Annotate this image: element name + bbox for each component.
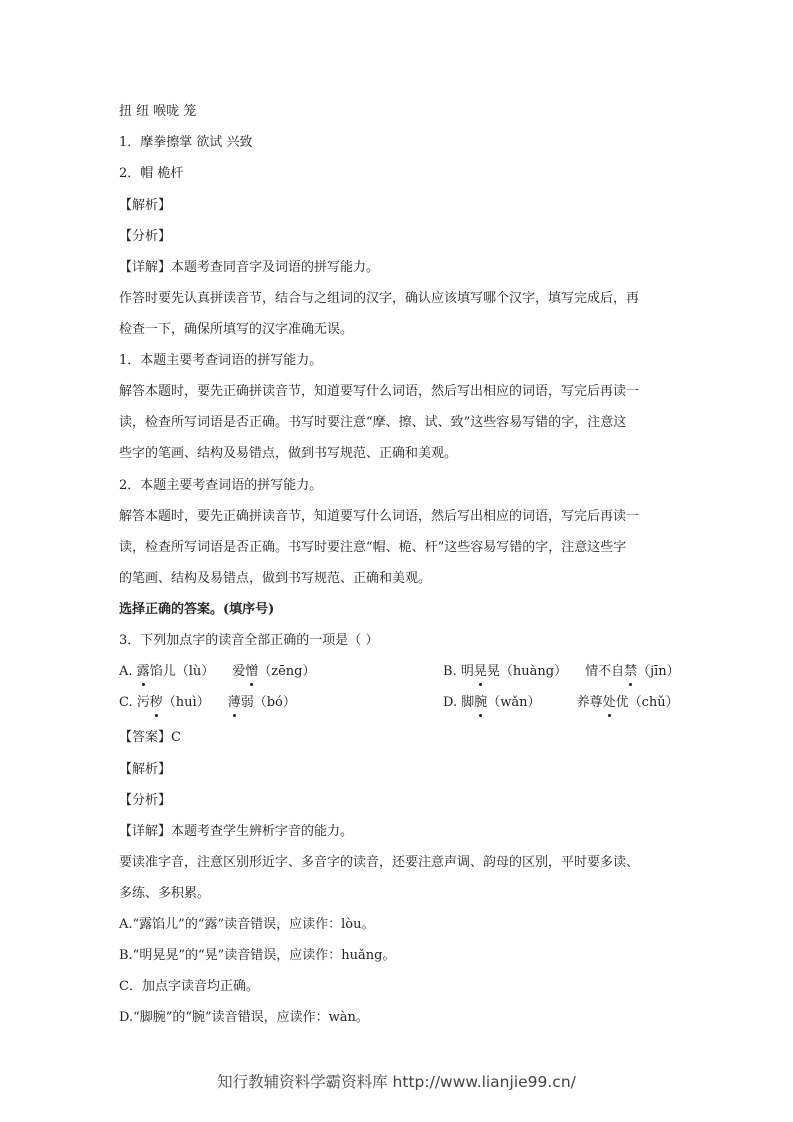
- section-heading: 选择正确的答案。(填序号): [119, 602, 275, 617]
- dotted-character: 禁: [624, 662, 637, 682]
- dotted-character: 憎: [245, 662, 258, 682]
- answer-line-2: 2．帽 桅杆: [119, 166, 184, 181]
- paragraph-line: 读，检查所写词语是否正确。书写时要注意“帽、桅、杆”这些容易写错的字，注意这些字: [119, 540, 627, 555]
- paragraph-line: 些字的笔画、结构及易错点，做到书写规范、正确和美观。: [119, 446, 458, 461]
- dotted-character: 处: [603, 693, 616, 713]
- dotted-character: 薄: [228, 693, 241, 713]
- paragraph-line: 读，检查所写词语是否正确。书写时要注意“摩、擦、试、致”这些容易写错的字，注意这: [119, 415, 627, 430]
- paragraph-line: 检查一下，确保所填写的汉字准确无误。: [119, 322, 354, 337]
- page-footer: 知行教辅资料学霸资料库 http://www.lianjie99.cn/: [217, 1073, 576, 1091]
- option-b: B. 明晃晃（huàng） 情不自禁（jīn）: [443, 662, 680, 682]
- dotted-character: 腕: [474, 693, 487, 713]
- numbered-line: 1．本题主要考查词语的拼写能力。: [119, 353, 323, 368]
- question-3: 3．下列加点字的读音全部正确的一项是（ ）: [119, 633, 379, 648]
- paragraph-line: 解答本题时，要先正确拼读音节，知道要写什么词语，然后写出相应的词语，写完后再读一: [119, 384, 640, 399]
- paragraph-line: 要读准字音，注意区别形近字、多音字的读音，还要注意声调、韵母的区别，平时要多读、: [119, 855, 640, 870]
- option-a: A. 露馅儿（lù） 爱憎（zēng）: [119, 662, 316, 682]
- paragraph-line: 解答本题时，要先正确拼读音节，知道要写什么词语，然后写出相应的词语，写完后再读一: [119, 509, 640, 524]
- paragraph-line: 作答时要先认真拼读音节，结合与之组词的汉字，确认应该填写哪个汉字，填写完成后，再: [119, 291, 640, 306]
- explanation-d: D.“脚腕”的“腕”读音错误，应读作：wàn。: [119, 1010, 369, 1025]
- explanation-a: A.“露馅儿”的“露”读音错误，应读作：lòu。: [119, 917, 375, 932]
- dotted-character: 露: [137, 662, 150, 682]
- paragraph-line: 多练、多积累。: [119, 886, 211, 901]
- jiexi-heading: 【解析】: [119, 762, 172, 777]
- paragraph-line: 的笔画、结构及易错点，做到书写规范、正确和美观。: [119, 571, 432, 586]
- explanation-b: B.“明晃晃”的“晃”读音错误，应读作：huǎng。: [119, 948, 396, 963]
- xiangjie-line: 【详解】本题考查学生辨析字音的能力。: [119, 824, 354, 839]
- fenxi-heading: 【分析】: [119, 229, 172, 244]
- answer-heading: 【答案】C: [119, 730, 181, 745]
- option-d: D. 脚腕（wǎn） 养尊处优（chǔ）: [443, 693, 679, 713]
- answer-line-1: 1．摩拳擦掌 欲试 兴致: [119, 135, 253, 150]
- option-c: C. 污秽（huì） 薄弱（bó）: [119, 693, 296, 713]
- fenxi-heading: 【分析】: [119, 793, 172, 808]
- dotted-character: 秽: [150, 693, 163, 713]
- jiexi-heading: 【解析】: [119, 198, 172, 213]
- dotted-character: 晃: [474, 662, 487, 682]
- xiangjie-line: 【详解】本题考查同音字及词语的拼写能力。: [119, 260, 380, 275]
- answer-line-characters: 扭 纽 喉咙 笼: [119, 104, 197, 119]
- explanation-c: C．加点字读音均正确。: [119, 979, 259, 994]
- numbered-line: 2．本题主要考查词语的拼写能力。: [119, 478, 323, 493]
